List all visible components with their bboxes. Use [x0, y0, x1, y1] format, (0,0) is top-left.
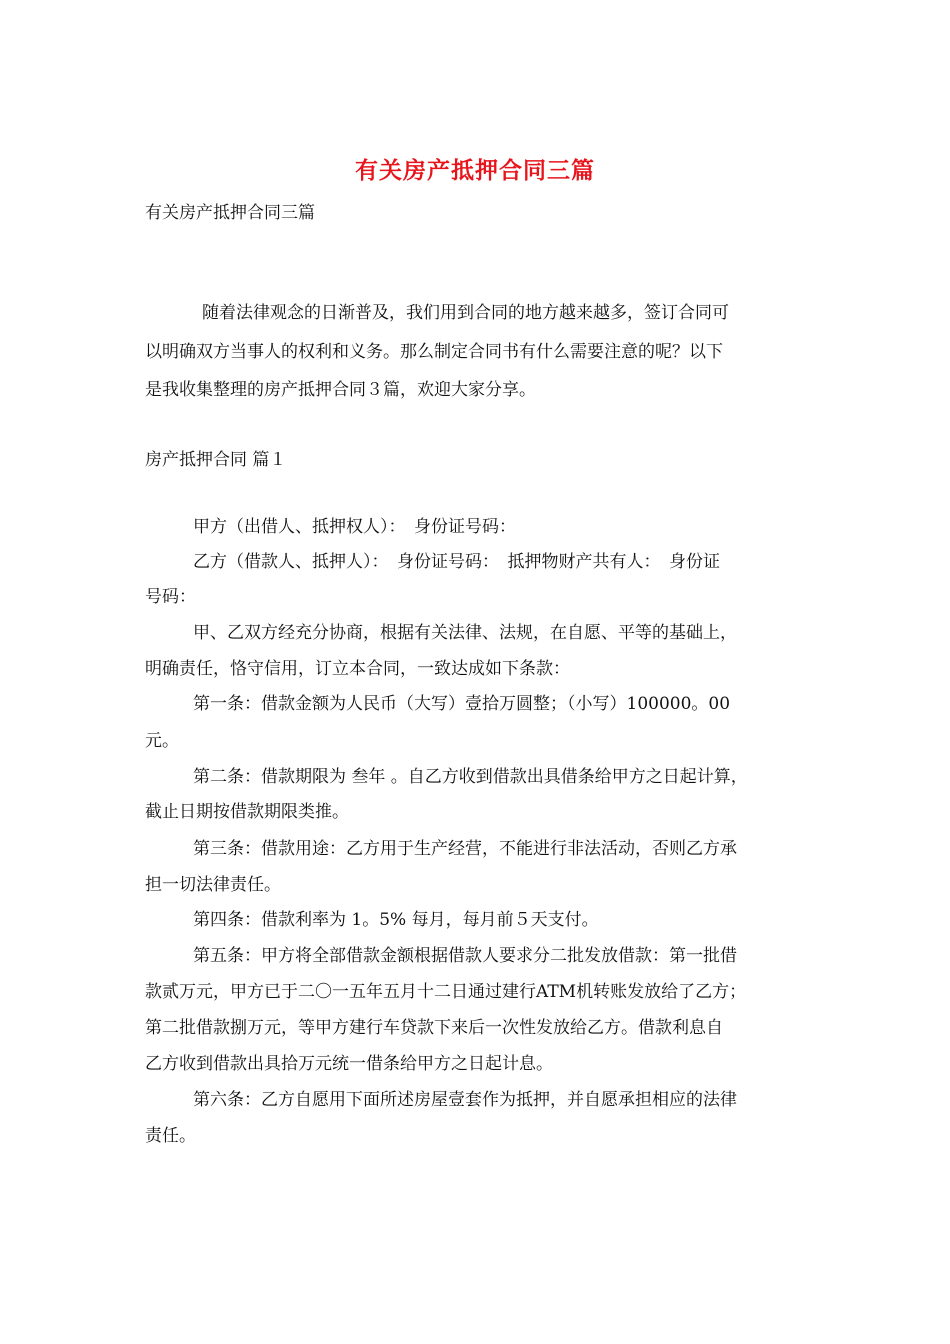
- body-line-18: 责任。: [145, 1126, 196, 1146]
- body-line-16: 乙方收到借款出具拾万元统一借条给甲方之日起计息。: [145, 1054, 553, 1074]
- document-subtitle: 有关房产抵押合同三篇: [145, 203, 315, 223]
- body-line-9: 截止日期按借款期限类推。: [145, 802, 349, 822]
- body-line-6: 第一条：借款金额为人民币（大写）壹拾万圆整；（小写）100000。00: [193, 694, 731, 714]
- intro-line-3: 是我收集整理的房产抵押合同３篇，欢迎大家分享。: [145, 380, 536, 400]
- body-line-7: 元。: [145, 731, 179, 751]
- intro-line-2: 以明确双方当事人的权利和义务。那么制定合同书有什么需要注意的呢？以下: [145, 342, 723, 362]
- body-line-1: 甲方（出借人、抵押权人）： 身份证号码：: [193, 517, 516, 537]
- intro-line-1: 随着法律观念的日渐普及，我们用到合同的地方越来越多，签订合同可: [202, 303, 729, 323]
- body-line-10: 第三条：借款用途：乙方用于生产经营，不能进行非法活动，否则乙方承: [193, 839, 737, 859]
- body-line-8: 第二条：借款期限为 叁年 。自乙方收到借款出具借条给甲方之日起计算，: [193, 767, 748, 787]
- body-line-11: 担一切法律责任。: [145, 875, 281, 895]
- body-line-4: 甲、乙双方经充分协商，根据有关法律、法规，在自愿、平等的基础上，: [193, 623, 737, 643]
- body-line-17: 第六条：乙方自愿用下面所述房屋壹套作为抵押，并自愿承担相应的法律: [193, 1090, 737, 1110]
- body-line-3: 号码：: [145, 587, 196, 607]
- body-line-15: 第二批借款捌万元，等甲方建行车贷款下来后一次性发放给乙方。借款利息自: [145, 1018, 723, 1038]
- body-line-12: 第四条：借款利率为 1。5% 每月，每月前５天支付。: [193, 910, 599, 930]
- body-line-14: 款贰万元，甲方已于二〇一五年五月十二日通过建行ATM机转账发放给了乙方；: [145, 982, 747, 1002]
- document-title: 有关房产抵押合同三篇: [355, 157, 595, 184]
- body-line-13: 第五条：甲方将全部借款金额根据借款人要求分二批发放借款：第一批借: [193, 946, 737, 966]
- section-heading: 房产抵押合同 篇１: [145, 450, 287, 470]
- body-line-2: 乙方（借款人、抵押人）： 身份证号码： 抵押物财产共有人： 身份证: [193, 552, 720, 572]
- body-line-5: 明确责任，恪守信用，订立本合同，一致达成如下条款：: [145, 659, 570, 679]
